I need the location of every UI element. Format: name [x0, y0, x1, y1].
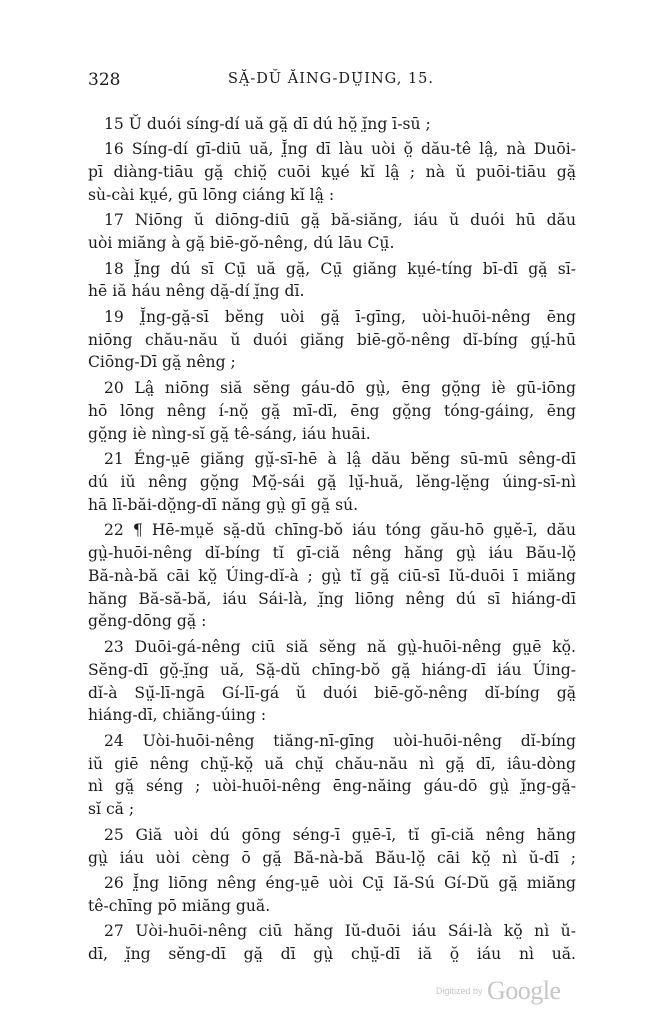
text-line: hē iă háu nêng dă̤-dí ĭ̤ng dī. — [88, 282, 305, 301]
text-line: 22 ¶ Hē-mṳĕ să̤-dŭ chīng-bŏ iáu tóng gău-hō gṳĕ-ī, dău — [104, 520, 576, 539]
text-line: tê-chīng pō miăng guă. — [88, 896, 271, 915]
text-line: Sĕng-dī gŏ̤-ĭ̤ng uă, Să̤-dŭ chīng-bŏ gă̤ hiáng-dī iáu Úing- — [88, 660, 576, 679]
text-line: hiáng-dī, chiăng-úing : — [88, 706, 267, 725]
text-line: pī diàng-tiāu gă̤ chiŏ̤ cuōi kṳé kĭ lâ̤ ; nà ŭ puōi-tiāu gă̤ — [88, 163, 576, 182]
text-line: dī, ĭ̤ng sĕng-dī gă̤ dī gṳ̀ chṳ̆-dī iă ŏ̤ iáu nì uă. — [88, 944, 576, 963]
text-line: sù-cài kṳé, gū lōng ciáng kĭ lâ̤ : — [88, 186, 335, 205]
watermark-prefix: Digitized by — [436, 986, 483, 996]
google-logo: Google — [486, 976, 561, 1005]
page-header — [88, 70, 576, 96]
text-line: 24 Uòi-huōi-nêng tiăng-nī-gīng uòi-huōi-nêng dĭ-bíng — [104, 731, 576, 750]
text-line: Bă-nà-bă cāi kŏ̤ Úing-dĭ-à ; gṳ̀ tĭ gă̤ ciū-sī Iŭ-duōi ī miăng — [88, 566, 576, 585]
text-line: sĭ că ; — [88, 800, 135, 819]
text-line: uòi miăng à gă̤ biē-gŏ-nêng, dú lāu Cṳ̄. — [88, 234, 395, 253]
text-line: 23 Duōi-gá-nêng ciū siă sĕng nă gṳ̀-huōi-nêng gṳē kŏ̤. — [104, 637, 576, 656]
text-line: 27 Uòi-huōi-nêng ciū hăng Iŭ-duōi iáu Sái-là kŏ̤ nì ŭ- — [104, 921, 576, 940]
text-line: hăng Bă-să-bă, iáu Sái-là, ĭ̤ng liōng nêng dú sī hiáng-dī — [88, 589, 576, 608]
text-line: 20 Lâ̤ niōng siă sĕng gáu-dō gṳ̀, ēng gŏ̤ng iè gū-iōng — [104, 378, 576, 397]
text-line: 15 Ŭ duói síng-dí uă gă̤ dī dú hŏ̤ ĭ̤ng ī-sū ; — [104, 115, 431, 133]
text-line: dĭ-à Sṳ̆-lī-ngā Gí-lī-gá ŭ duói biē-gŏ-nêng dĭ-bíng gă̤ — [88, 683, 576, 702]
text-line: iŭ giē nêng chṳ̆-kŏ̤ uă chṳ̆ chău-nău nì gă̤ dī, iâu-dòng — [88, 754, 576, 773]
text-line: Ciōng-Dī gă̤ nêng ; — [88, 353, 236, 372]
text-line: 17 Niōng ŭ diōng-diū gă̤ bă-siăng, iáu ŭ duói hū dău — [104, 211, 576, 230]
page-number: 328 — [88, 70, 121, 90]
text-line: gĕng-dōng gă̤ : — [88, 612, 207, 631]
text-line: 19 Ĭ̤ng-gă̤-sī bĕng uòi gă̤ ī-gīng, uòi-huōi-nêng ēng — [104, 307, 576, 326]
text-line: hā lī-băi-dŏ̤ng-dī năng gṳ̀ gī gă̤ sú. — [88, 495, 359, 514]
text-line: gṳ̀ iáu uòi cèng ō gă̤ Bă-nà-bă Bău-lŏ̤ cāi kŏ̤ nì ŭ-dī ; — [88, 848, 576, 867]
text-line: hō lōng nêng í-nŏ̤ gă̤ mī-dī, ēng gŏ̤ng tóng-gáing, ēng — [88, 401, 576, 420]
text-line: 16 Síng-dí gī-diū uă, Ĭ̤ng dī làu uòi ŏ̤ dău-tê lâ̤, nà Duōi- — [104, 140, 576, 159]
text-line: niōng chău-nău ŭ duói giăng biē-gŏ-nêng dĭ-bíng gṳ́-hū — [88, 330, 576, 349]
text-line: 26 Ĭ̤ng liōng nêng éng-ṳē uòi Cṳ̄ Iă-Sú Gí-Dŭ gă̤ miăng — [104, 873, 576, 892]
text-line: nì gă̤ séng ; uòi-huōi-nêng ēng-năing gáu-dō gṳ̀ ĭ̤ng-gă̤- — [88, 777, 576, 796]
text-line: gŏ̤ng iè nìng-sĭ gă̤ tê-sáng, iáu huāi. — [88, 424, 371, 443]
text-line: dú iŭ nêng gŏ̤ng Mŏ̤-sái gă̤ lṳ̆-huă, lĕng-lĕ̤ng úing-sī-nì — [88, 472, 576, 491]
text-line: 18 Ĭ̤ng dú sī Cṳ̄ uă gă̤, Cṳ̄ giăng kṳé-tíng bī-dī gă̤ sī- — [104, 259, 576, 278]
book-page — [88, 0, 576, 1022]
running-title: SĂ̤-DŬ ĂING-DṲ̆ING, 15. — [228, 71, 435, 87]
text-line: 21 Éng-ṳē giăng gṳ̆-sī-hē à lâ̤ dău bĕng sū-mū sêng-dī — [104, 449, 576, 468]
body-text — [88, 113, 576, 966]
text-line: 25 Giă uòi dú gōng séng-ī gṳē-ī, tĭ gī-ciă nêng hăng — [104, 825, 576, 844]
digitized-by-google-watermark — [436, 976, 561, 1006]
text-line: gṳ̀-huōi-nêng dĭ-bíng tĭ gī-ciă nêng hăng gṳ̀ iáu Bău-lŏ̤ — [88, 543, 576, 562]
